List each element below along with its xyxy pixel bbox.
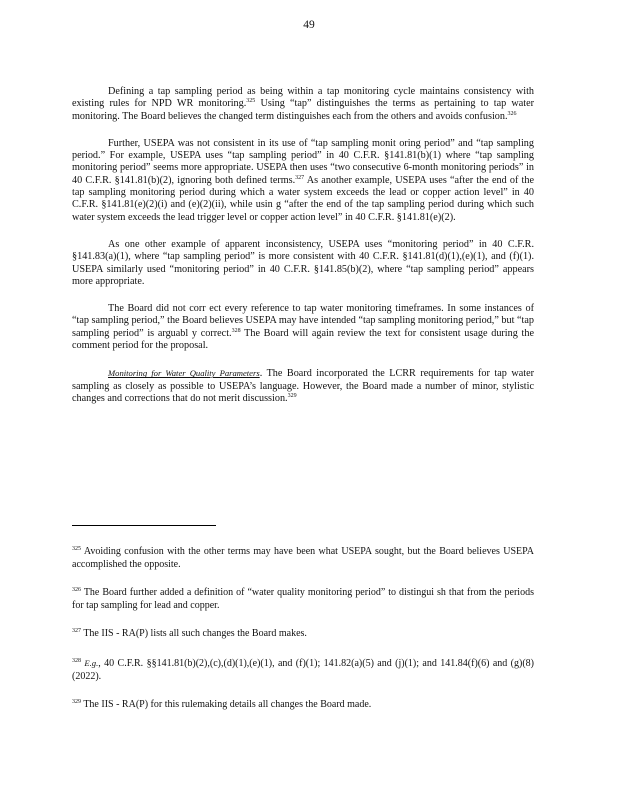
section-heading: Monitoring for Water Quality Parameters: [108, 368, 260, 379]
paragraph-water-quality-parameters: [72, 367, 534, 405]
footnote-text: The IIS - RA(P) for this rulemaking details all changes the Board made.: [83, 699, 372, 711]
footnote-326: [72, 587, 534, 612]
footnote-number: 328: [72, 657, 81, 664]
footnote-number: 327: [72, 628, 81, 635]
footnote-number: 325: [72, 546, 81, 552]
footnote-ref[interactable]: 326: [507, 110, 517, 117]
footnote-ref[interactable]: 325: [246, 98, 256, 105]
footnote-divider: [72, 525, 216, 526]
footnote-number: 329: [72, 699, 81, 706]
footnote-text: The IIS - RA(P) lists all such changes the Board makes.: [83, 628, 307, 640]
paragraph-board-review: [72, 303, 534, 352]
footnote-ref[interactable]: 328: [231, 327, 241, 334]
paragraph-tap-sampling-period: [72, 86, 534, 123]
paragraph-other-example: [72, 239, 534, 288]
footnote-text: , 40 C.F.R. §§141.81(b)(2),(c),(d)(1),(e)(1), and (f)(1); 141.82(a)(5) and (j)(1); and 141.84(f)(6) and (g)(8) (2022).: [72, 657, 534, 682]
footnote-328: [72, 657, 534, 683]
footnote-text: The Board further added a definition of “water quality monitoring period” to distingui sh that from the periods for tap sampling for lead and copper.: [72, 587, 534, 611]
paragraph-text: Using “tap” distinguishes the terms as pertaining to tap water monitoring. The Board believes the changed term distinguishes each from the others and avoids confusion.: [72, 98, 534, 122]
footnote-327: [72, 628, 534, 641]
body-text: [72, 86, 534, 405]
paragraph-text: As one other example of apparent inconsistency, USEPA uses “monitoring period” in 40 C.F.R. §141.83(a)(1), where “tap sampling period” is more consistent with 40 C.F.R. §141.81(d)(1),(e)(1), and (f)(1). USEPA similarly used “monitoring period” in 40 C.F.R. §141.85(b)(2), where “tap sampling period” appears more appropriate.: [72, 238, 534, 287]
paragraph-text: Defining a tap sampling period as being within a tap monitoring cycle maintains consistency with existing rules for NPD WR monitoring.: [72, 86, 534, 110]
footnote-text: Avoiding confusion with the other terms may have been what USEPA sought, but the Board believes USEPA accomplished the opposite.: [72, 546, 534, 570]
paragraph-text: . The Board incorporated the LCRR requirements for tap water sampling as closely as possible to USEPA’s language. However, the Board made a number of minor, stylistic changes and corrections that do not merit discussion.: [72, 368, 534, 404]
footnote-signal: E.g.: [84, 657, 99, 668]
footnotes: [72, 546, 534, 712]
footnote-329: [72, 699, 534, 712]
page-number: 49: [303, 19, 315, 31]
footnote-number: 326: [72, 587, 81, 594]
paragraph-text: Further, USEPA was not consistent in its use of “tap sampling monit oring period” and “tap sampling period.” For example, USEPA uses “tap sampling period” in 40 C.F.R. §141.81(b)(1) where “tap sampling monitoring period” seems more appropriate. USEPA then uses “two consecutive 6-month monitoring periods” in 40 C.F.R. §141.81(b)(2), ignoring both defined terms.: [72, 137, 534, 186]
paragraph-text: The Board will again review the text for consistent usage during the comment period for the proposal.: [72, 327, 534, 352]
paragraph-text: The Board did not corr ect every reference to tap water monitoring timeframes. In some instances of “tap sampling period,” the Board believes USEPA may have intended “tap sampling monitoring period,” but “tap sampling period” is arguabl y correct.: [72, 303, 534, 339]
paragraph-text: As another example, USEPA uses “after the end of the tap sampling monitoring period during which a water system exceeds the lead or copper action level” in 40 C.F.R. §141.81(e)(2)(i) and (e)(2)(ii), while usin g “after the end of the tap sampling period during which such water system exceeds the lead trigger level or copper action level” in 40 C.F.R. §141.81(e)(2).: [72, 174, 534, 223]
footnote-ref[interactable]: 329: [287, 392, 297, 399]
paragraph-usepa-inconsistency: [72, 138, 534, 224]
footnote-325: [72, 546, 534, 571]
footnote-ref[interactable]: 327: [295, 174, 305, 181]
